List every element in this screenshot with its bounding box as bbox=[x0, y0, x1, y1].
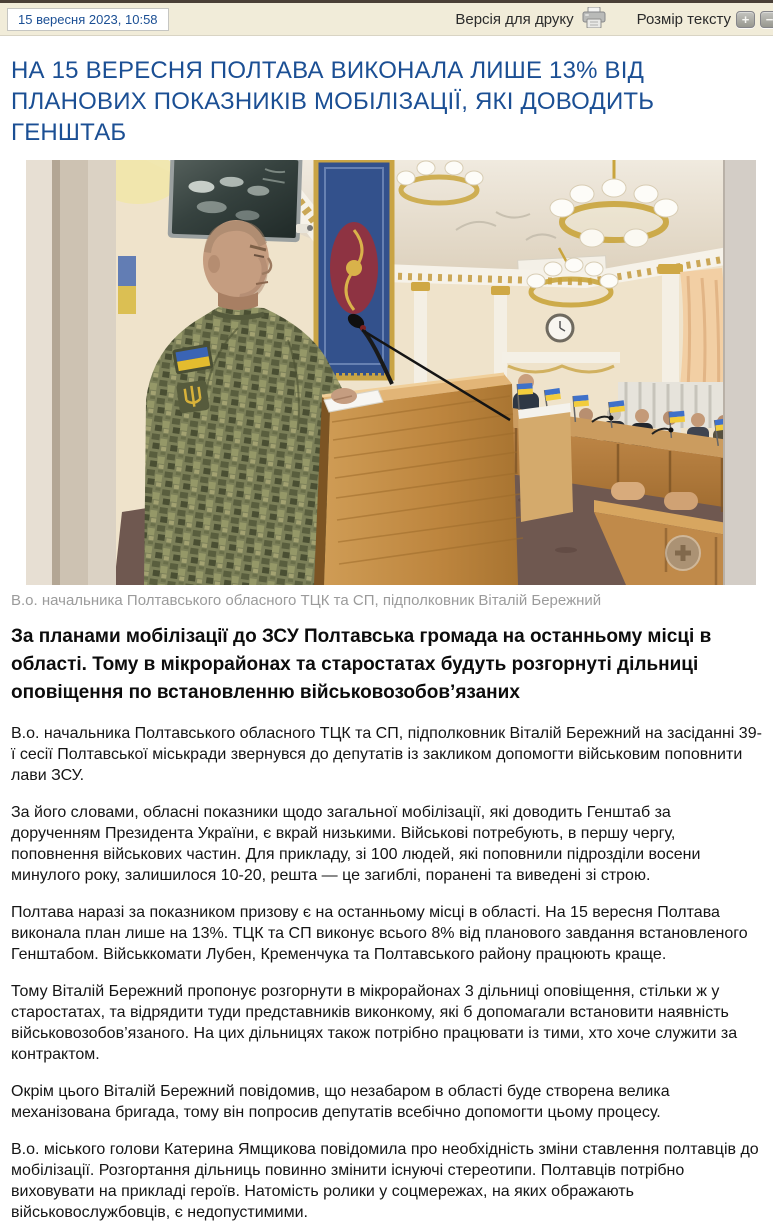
article-photo[interactable] bbox=[26, 160, 756, 585]
article-paragraph: Окрім цього Віталій Бережний повідомив, що незабаром в області буде створена велика механізована бригада, тому він попросив депутатів всебічно допомогти цьому процесу. bbox=[11, 1083, 670, 1121]
article-paragraph: Тому Віталій Бережний пропонує розгорнути в мікрорайонах 3 дільниці оповіщення, стільки ж у старостатах, та відрядити туди представників виконкому, які б допомагали встановити наявність військовозобов’язаного. На цих дільницях також потрібно працювати із тими, хто хоче служити за контрактом. bbox=[11, 983, 738, 1063]
publish-date: 15 вересня 2023, 10:58 bbox=[7, 8, 169, 31]
article-body bbox=[0, 723, 773, 1223]
text-size-control bbox=[637, 11, 773, 28]
article-paragraph: В.о. начальника Полтавського обласного ТЦК та СП, підполковник Віталій Бережний на засіданні 39-ї сесії Полтавської міськради звернувся до депутатів із закликом допомогти військовим поповнити лави ЗСУ. bbox=[11, 725, 762, 784]
trident-patch-icon bbox=[176, 380, 210, 414]
print-version-label: Версія для друку bbox=[455, 10, 574, 28]
photo-scene bbox=[26, 160, 756, 585]
door-lintel bbox=[502, 352, 620, 363]
article-paragraph: В.о. міського голови Катерина Ямщикова повідомила про необхідність зміни ставлення полтавців до мобілізації. Розгортання дільниць повинно змінити існуючі стереотипи. Полтавців потрібно виховувати на прикладі героїв. Натомість ролики у соцмережах, на яких ображають військовослужбовців, є недопустимими. bbox=[11, 1141, 759, 1221]
ukraine-flag-icon bbox=[118, 256, 136, 314]
text-size-label: Розмір тексту bbox=[636, 10, 731, 28]
photo-caption: В.о. начальника Полтавського обласного ТЦК та СП, підполковник Віталій Бережний bbox=[11, 592, 602, 609]
side-tribune bbox=[518, 403, 573, 522]
zoom-plus-icon[interactable] bbox=[666, 536, 700, 570]
printer-icon bbox=[581, 7, 607, 32]
toolbar bbox=[0, 0, 773, 36]
article-paragraph: Полтава наразі за показником призову є на останньому місці в області. На 15 вересня Полтава виконала план лише на 13%. ТЦК та СП виконує всього 8% від планового завдання встановленого Генштабом. Військкомати Лубен, Кременчука та Полтавського району працюють краще. bbox=[11, 904, 748, 963]
increase-text-button[interactable]: + bbox=[736, 11, 755, 28]
right-pillar bbox=[724, 160, 756, 585]
article-paragraph: За його словами, обласні показники щодо загальної мобілізації, які доводить Генштаб за дорученням Президента України, є вкрай низькими. Військові потребують, в першу чергу, поповнення військових частин. Для прикладу, зі 100 людей, які поповнили підрозділи восени минулого року, залишилося 10-20, решта — це загиблі, поранені та виведені зі строю. bbox=[11, 804, 701, 884]
page-title: НА 15 ВЕРЕСНЯ ПОЛТАВА ВИКОНАЛА ЛИШЕ 13% ВІД ПЛАНОВИХ ПОКАЗНИКІВ МОБІЛІЗАЦІЇ, ЯКІ ДОВОДИТЬ ГЕНШТАБ bbox=[11, 57, 655, 146]
speaker-hand bbox=[331, 388, 357, 404]
article-lead: За планами мобілізації до ЗСУ Полтавська громада на останньому місці в області. Тому в мікрорайонах та старостатах будуть розгорнуті дільниці оповіщення по встановленню військовозобов’язаних bbox=[11, 626, 712, 703]
print-version-button[interactable] bbox=[455, 7, 606, 32]
decrease-text-button[interactable]: − bbox=[760, 11, 773, 28]
wall-tapestry bbox=[316, 160, 392, 378]
left-pillar bbox=[26, 160, 116, 585]
